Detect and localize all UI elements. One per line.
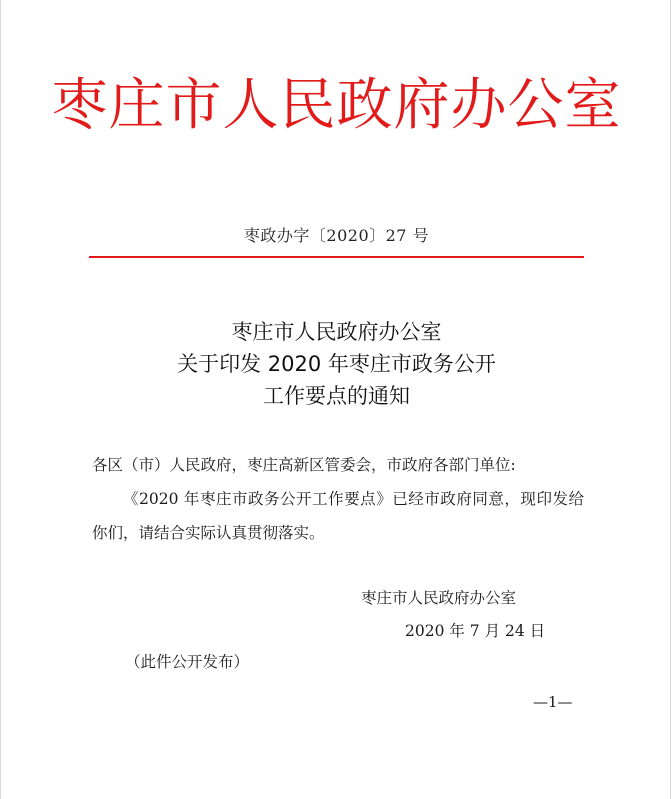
body-paragraph: 《2020 年枣庄市政务公开工作要点》已经市政府同意，现印发给你们，请结合实际认真贯彻落实。 (92, 490, 584, 542)
issuer-header: 枣庄市人民政府办公室 (51, 73, 622, 138)
notice-title-line-1: 枣庄市人民政府办公室 (231, 320, 442, 344)
notice-title-line-2: 关于印发 2020 年枣庄市政务公开 (177, 352, 496, 376)
red-divider-line (89, 256, 584, 258)
salutation: 各区（市）人民政府，枣庄高新区管委会，市政府各部门单位: (92, 456, 516, 474)
signature-issuer: 枣庄市人民政府办公室 (361, 589, 517, 607)
document-number: 枣政办字〔2020〕27 号 (243, 226, 430, 245)
page-number: —1— (533, 693, 573, 711)
notice-title-line-3: 工作要点的通知 (263, 384, 410, 408)
notice-title (1, 316, 671, 412)
publish-note: （此件公开发布） (125, 653, 250, 671)
issue-date: 2020 年 7 月 24 日 (405, 622, 546, 640)
